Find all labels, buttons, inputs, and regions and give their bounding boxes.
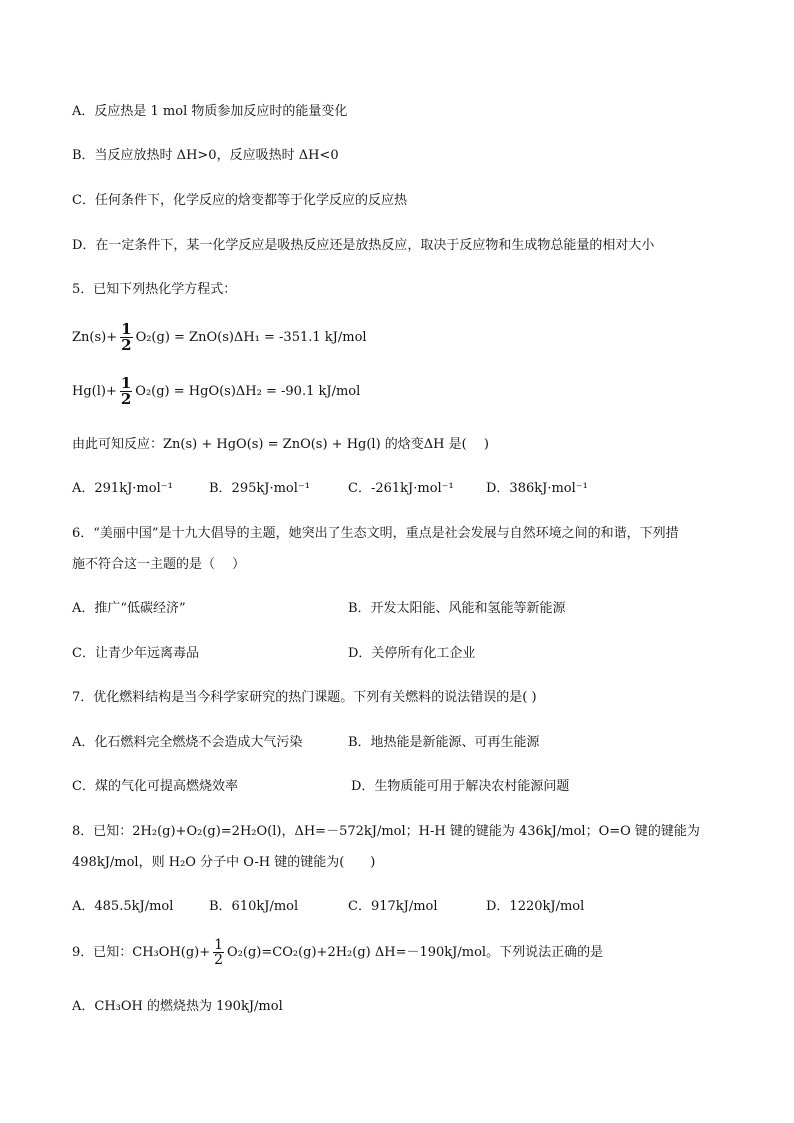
- q9-fraction: [213, 938, 224, 967]
- q9-suffix: O₂(g)=CO₂(g)+2H₂(g) ΔH=－190kJ/mol。下列说法正确的是: [227, 945, 604, 960]
- eq1-den: 2: [121, 336, 132, 354]
- q6-option-a: A．推广“低碳经济”: [72, 601, 186, 616]
- q8-option-c: C．917kJ/mol: [348, 899, 438, 914]
- q5-option-b: B．295kJ·mol⁻¹: [209, 481, 310, 496]
- eq1-fraction: [120, 322, 132, 353]
- q7-option-c: C．煤的气化可提高燃烧效率: [72, 779, 238, 794]
- eq2-prefix: Hg(l)+: [72, 384, 117, 399]
- q5-option-d: D．386kJ·mol⁻¹: [486, 481, 588, 496]
- eq1-rest: O₂(g) = ZnO(s)ΔH₁ = -351.1 kJ/mol: [135, 330, 367, 345]
- q7-option-b: B．地热能是新能源、可再生能源: [348, 735, 540, 750]
- q6-stem-line1: 6．“美丽中国”是十九大倡导的主题，她突出了生态文明，重点是社会发展与自然环境之间的和谐，下列措: [72, 526, 679, 541]
- q9-option-a: A．CH₃OH 的燃烧热为 190kJ/mol: [72, 999, 283, 1014]
- q5-option-a: A．291kJ·mol⁻¹: [72, 481, 173, 496]
- q8-option-d: D．1220kJ/mol: [486, 899, 585, 914]
- q6-option-b: B．开发太阳能、风能和氢能等新能源: [348, 601, 566, 616]
- q7-option-a: A．化石燃料完全燃烧不会造成大气污染: [72, 735, 303, 750]
- q9-num: 1: [214, 937, 224, 953]
- eq1-prefix: Zn(s)+: [72, 330, 118, 345]
- q6-option-d: D．关停所有化工企业: [348, 646, 476, 661]
- q6-stem-line2: 施不符合这一主题的是（ ）: [72, 557, 246, 572]
- q5-equation-2: [72, 376, 360, 407]
- eq1-num: 1: [121, 320, 132, 338]
- q5-conclusion: 由此可知反应：Zn(s) + HgO(s) = ZnO(s) + Hg(l) 的焓变ΔH 是( ): [72, 437, 489, 452]
- q5-stem: 5．已知下列热化学方程式：: [72, 282, 237, 297]
- q4-option-c: C．任何条件下，化学反应的焓变都等于化学反应的反应热: [72, 193, 407, 208]
- q8-stem-line1: 8．已知：2H₂(g)+O₂(g)=2H₂O(l)，ΔH=－572kJ/mol；H-H 键的键能为 436kJ/mol；O=O 键的键能为: [72, 824, 700, 839]
- eq2-den: 2: [120, 390, 132, 408]
- eq2-num: 1: [120, 374, 132, 392]
- q5-equation-1: [72, 322, 367, 353]
- q4-option-d: D．在一定条件下，某一化学反应是吸热反应还是放热反应，取决于反应物和生成物总能量的相对大小: [72, 238, 655, 253]
- q7-option-d: D．生物质能可用于解决农村能源问题: [351, 779, 570, 794]
- q4-option-b: B．当反应放热时 ΔH>0，反应吸热时 ΔH<0: [72, 148, 339, 163]
- q8-option-b: B．610kJ/mol: [209, 899, 299, 914]
- q7-stem: 7．优化燃料结构是当今科学家研究的热门课题。下列有关燃料的说法错误的是( ): [72, 690, 537, 705]
- q4-option-a: A．反应热是 1 mol 物质参加反应时的能量变化: [72, 104, 348, 119]
- eq2-rest: O₂(g) = HgO(s)ΔH₂ = -90.1 kJ/mol: [135, 384, 361, 399]
- q8-stem-line2: 498kJ/mol，则 H₂O 分子中 O-H 键的键能为( ): [72, 855, 376, 870]
- q9-den: 2: [214, 952, 224, 968]
- q9-stem: [72, 938, 603, 967]
- q6-option-c: C．让青少年远离毒品: [72, 646, 199, 661]
- q9-prefix: 9．已知：CH₃OH(g)+: [72, 945, 211, 960]
- eq2-fraction: [120, 376, 132, 407]
- q8-option-a: A．485.5kJ/mol: [72, 899, 174, 914]
- q5-option-c: C．-261kJ·mol⁻¹: [348, 481, 454, 496]
